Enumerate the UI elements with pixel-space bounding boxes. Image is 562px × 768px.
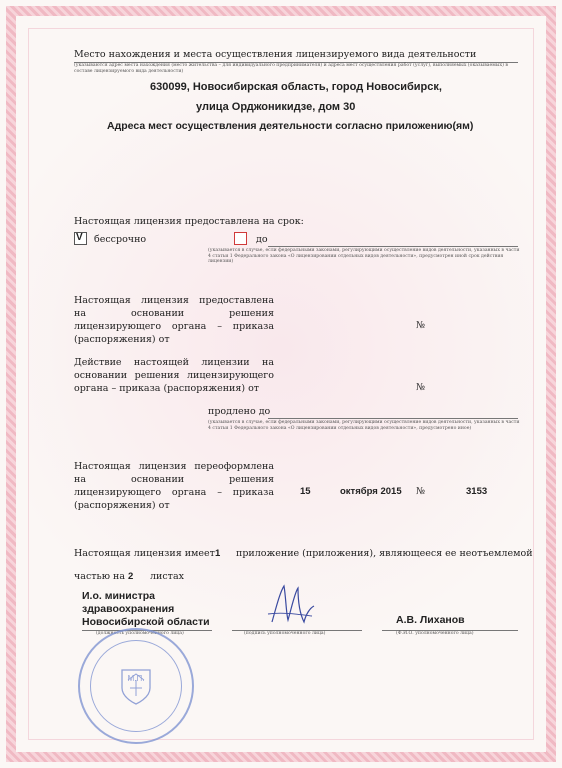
position-line-1: И.о. министра [82,590,155,602]
reissued-month-year: октября 2015 [340,486,402,497]
attachments-sheets-label: листах [150,571,184,582]
address-line-1: 630099, Новосибирская область, город Новосибирск, [150,81,442,93]
attachments-text-before: Настоящая лицензия имеет [74,548,215,559]
reissued-number: 3153 [466,486,488,497]
reissued-day: 15 [300,486,311,497]
term-label: Настоящая лицензия предоставлена на срок: [74,216,304,227]
location-note: (указываются адрес места нахождения (место жительства – для индивидуального предпринимателя) и адреса мест осуществления работ (услуг), выполняемых (оказываемых) в составе лицензируемого вида деятельности) [74,63,508,74]
extended-number-label: № [416,382,425,393]
attachments-part-text: частью на [74,571,125,582]
location-heading: Место нахождения и места осуществления лицензируемого вида деятельности [74,49,477,60]
attachments-count: 1 [215,548,221,559]
extended-line [268,418,518,419]
position-caption: (должность уполномоченного лица) [96,631,184,636]
signatory-name: А.В. Лиханов [396,614,465,626]
handwritten-signature [262,578,322,632]
name-caption: (Ф.И.О. уполномоченного лица) [396,631,474,636]
coat-of-arms-icon [118,666,154,706]
stamp-label: М.П. [127,674,145,683]
extended-note: (указывается в случае, если федеральными законами, регулирующими осуществление видов деятельности, указанных в части 4 статьи 1 Федерального закона «О лицензировании отдельных видов деятельности», предусмотрено иное) [208,420,520,431]
official-seal [78,628,194,744]
option-unlimited: бессрочно [94,234,147,245]
position-line-3: Новосибирской области [82,616,210,628]
address-line-3: Адреса мест осуществления деятельности согласно приложению(ям) [107,120,474,132]
attachments-text-after: приложение (приложения), являющееся ее неотъемлемой [236,548,533,559]
until-line [268,246,518,247]
until-checkbox [234,232,247,245]
reissued-text: Настоящая лицензия переоформлена на основании решения лицензирующего органа – приказа (распоряжения) от [74,461,274,511]
extended-until-label: продлено до [208,406,271,417]
granted-text: Настоящая лицензия предоставлена на основании решения лицензирующего органа – приказа (распоряжения) от [74,295,274,345]
reissued-number-label: № [416,486,425,497]
position-line-2: здравоохранения [82,603,175,615]
check-mark: V [76,232,83,243]
term-note: (указывается в случае, если федеральными законами, регулирующими осуществление видов деятельности, указанных в части 4 статьи 1 Федерального закона «О лицензировании отдельных видов деятельности», предусмотрен иной срок действия лицензии) [208,248,520,264]
option-until: до [256,234,268,245]
attachments-sheets: 2 [128,571,134,582]
sign-caption: (подпись уполномоченного лица) [244,631,326,636]
address-line-2: улица Орджоникидзе, дом 30 [196,101,356,113]
granted-number-label: № [416,320,425,331]
extended-text: Действие настоящей лицензии на основании решения лицензирующего органа – приказа (распоряжения) от [74,357,274,394]
unlimited-checkbox [74,232,87,245]
